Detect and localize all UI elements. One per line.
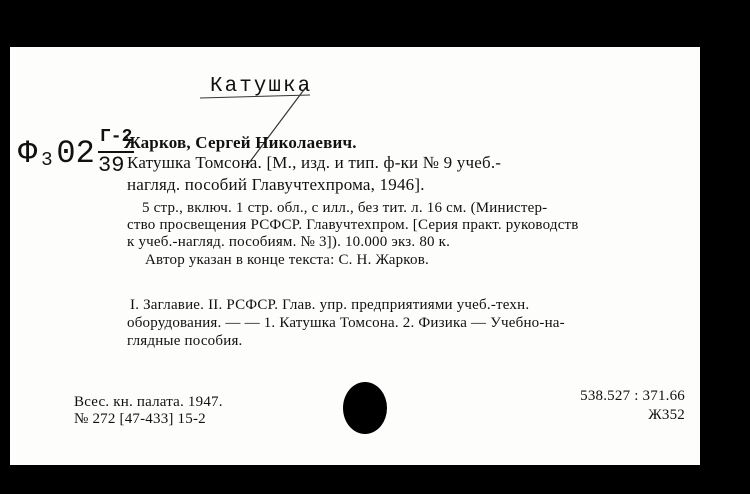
punch-hole — [343, 382, 387, 434]
collation-line: 5 стр., включ. 1 стр. обл., с илл., без тит. л. 16 см. (Министер- — [142, 200, 548, 216]
title-line-continued: нагляд. пособий Главучтехпрома, 1946]. — [127, 175, 425, 194]
title-line: Катушка Томсона. [М., изд. и тип. ф-ки № 9 учеб.- — [127, 153, 502, 172]
author-mark: Ж352 — [648, 407, 685, 423]
shelf-mark-prefix: Ф₃02 — [18, 135, 95, 172]
registration-line: Всес. кн. палата. 1947. — [74, 394, 223, 410]
registration-number: № 272 [47-433] 15-2 — [74, 411, 206, 427]
author-note: Автор указан в конце текста: С. Н. Жарков. — [145, 252, 429, 268]
shelf-mark-top: Г-2 — [100, 127, 133, 147]
shelf-mark-bottom: 39 — [98, 153, 125, 178]
tracings-line: глядные пособия. — [127, 333, 243, 349]
subject-heading: Катушка — [210, 75, 313, 98]
tracings-line: оборудования. — — 1. Катушка Томсона. 2. Физика — Учебно-на- — [127, 315, 565, 331]
catalog-card — [10, 47, 700, 465]
tracings-line: I. Заглавие. II. РСФСР. Глав. упр. предприятиями учеб.-техн. — [130, 297, 530, 313]
author-heading: Жарков, Сергей Николаевич. — [124, 133, 357, 152]
collation-line: к учеб.-нагляд. пособиям. № 3]). 10.000 экз. 80 к. — [127, 234, 451, 250]
collation-line: ство просвещения РСФСР. Главучтехпром. [Серия практ. руководств — [127, 217, 579, 233]
classification-number: 538.527 : 371.66 — [580, 388, 685, 404]
